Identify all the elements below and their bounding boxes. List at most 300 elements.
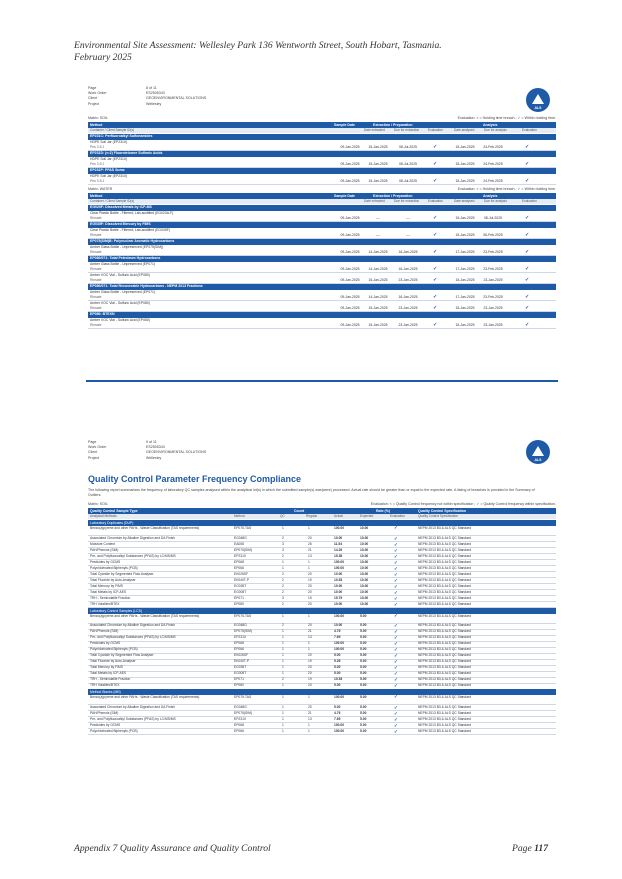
evaluation-ok-icon: ✓ — [394, 716, 398, 722]
actual-rate: 100.00 — [334, 559, 345, 564]
actual-rate: 14.29 — [334, 547, 343, 552]
regular-count: 19 — [308, 577, 312, 582]
method-section-title: EP231D: (n:2) Fluorotelomer Sulfonic Acids — [88, 151, 556, 157]
evaluation-ok-icon: ✓ — [394, 641, 398, 647]
page-divider — [86, 380, 558, 382]
method-code: EP075-TAS — [234, 613, 252, 618]
expected-rate: 5.00 — [360, 623, 367, 628]
due-for-analysis: 23-Feb-2025 — [483, 250, 503, 254]
evaluation-ok-icon: ✓ — [394, 595, 398, 601]
als-logo-text: ALS — [534, 458, 542, 462]
analytical-method: Polychlorinated Biphenyls (PCB) — [90, 647, 138, 652]
als-logo — [526, 440, 550, 464]
qc-count: 1 — [282, 671, 284, 676]
due-for-analysis: 24-Feb-2025 — [483, 162, 503, 166]
sample-date-col-header: Sample Date — [334, 194, 356, 198]
expected-rate: 5.00 — [360, 629, 367, 634]
due-for-analysis: 23-Jan-2025 — [483, 278, 503, 282]
actual-rate: 100.00 — [334, 647, 345, 652]
evaluation-ok-icon: ✓ — [394, 589, 398, 595]
evaluation-ok-icon: ✓ — [394, 623, 398, 629]
regular-count: 1 — [308, 722, 310, 727]
analytical-method: Pesticides by GCMS — [90, 641, 121, 646]
method-section-title: EP080: BTEXN — [88, 312, 556, 318]
date-analysed: 17-Jan-2025 — [455, 250, 475, 254]
regular-count: 21 — [308, 710, 312, 715]
count-col-header: Count — [294, 509, 305, 513]
evaluation-ok-icon: ✓ — [394, 647, 398, 653]
regular-count: 20 — [308, 571, 312, 576]
regular-count: 1 — [308, 695, 310, 700]
page-footer — [74, 843, 548, 854]
extraction-ok-icon: ✓ — [433, 294, 438, 300]
due-for-analysis: 23-Jan-2025 — [483, 323, 503, 327]
extraction-ok-icon: ✓ — [433, 144, 438, 150]
date-extracted: 15-Jan-2025 — [368, 306, 388, 310]
expected-rate: 5.00 — [360, 716, 367, 721]
regular-count: 20 — [308, 653, 312, 658]
method-code: EK026SF — [234, 653, 249, 658]
container-name: Amber Glass Bottle - Unpreserved (EP071) — [90, 290, 156, 294]
analysis-ok-icon: ✓ — [525, 305, 530, 311]
qc-specification: NEPM 2013 B3 & ALS QC Standard — [418, 623, 471, 628]
method-section-title: EP080/071: Total Petroleum Hydrocarbons — [88, 256, 556, 262]
qc-specification: NEPM 2013 B3 & ALS QC Standard — [418, 547, 471, 552]
sample-date: 09-Jan-2025 — [340, 216, 360, 220]
evaluation-ok-icon: ✓ — [394, 653, 398, 659]
extraction-ok-icon: ✓ — [433, 178, 438, 184]
method-section-title: EG035F: Dissolved Mercury by FIMS — [88, 222, 556, 228]
qc-specification: NEPM 2013 B3 & ALS QC Standard — [418, 641, 471, 646]
due-for-analysis: 23-Jan-2025 — [483, 306, 503, 310]
method-section-title: EP080/071: Total Recoverable Hydrocarbons - NEPM 2013 Fractions — [88, 284, 556, 290]
header-line-2: February 2025 — [74, 52, 132, 63]
analytical-method: TRH - Semivolatile Fraction — [90, 677, 131, 682]
evaluation-ok-icon: ✓ — [394, 710, 398, 716]
extraction-ok-icon: ✓ — [433, 232, 438, 238]
date-extracted: 15-Jan-2025 — [368, 162, 388, 166]
sample-date: 09-Jan-2025 — [340, 267, 360, 271]
date-extracted: 15-Jan-2025 — [368, 323, 388, 327]
qc-specification: NEPM 2013 B3 & ALS QC Standard — [418, 665, 471, 670]
container-name: Amber VOC Vial - Sulfuric Acid (EP080) — [90, 301, 150, 305]
report-meta — [88, 440, 206, 461]
meta-label: Project — [88, 101, 100, 106]
actual-rate: 100.00 — [334, 526, 345, 530]
analytical-method: Total Mercury by FIMS — [90, 665, 123, 670]
qc-specification: NEPM 2013 B3 & ALS QC Standard — [418, 677, 471, 682]
actual-rate: 15.38 — [334, 553, 343, 558]
actual-rate: 7.69 — [334, 716, 341, 721]
method-code: EP066 — [234, 728, 244, 733]
expected-rate: 5.00 — [360, 710, 367, 715]
qc-specification: NEPM 2013 B3 & ALS QC Standard — [418, 704, 471, 709]
qc-specification: NEPM 2013 B3 & ALS QC Standard — [418, 541, 471, 546]
qc-count: 1 — [282, 629, 284, 634]
date-analysed: 15-Jan-2025 — [455, 162, 475, 166]
evaluation-ok-icon: ✓ — [394, 704, 398, 710]
subheader-cell: Date extracted — [364, 199, 385, 203]
evaluation-ok-icon: ✓ — [394, 635, 398, 641]
qc-row — [88, 614, 556, 623]
container-name: Amber VOC Vial - Sulfuric Acid (EP080) — [90, 318, 150, 322]
evaluation-ok-icon: ✓ — [394, 565, 398, 571]
qc-count: 1 — [282, 659, 284, 664]
qc-count: 2 — [282, 577, 284, 582]
qc-count: 1 — [282, 565, 284, 570]
document-header — [74, 40, 574, 64]
regular-count: 1 — [308, 728, 310, 733]
evaluation-ok-icon: ✓ — [394, 683, 398, 689]
due-for-extraction: ---- — [405, 216, 411, 220]
subheader-cell: Due for analysis — [484, 199, 507, 203]
expected-rate: 5.00 — [360, 704, 367, 709]
regular-count: 13 — [308, 553, 312, 558]
evaluation-ok-icon: ✓ — [394, 525, 398, 530]
date-extracted: 15-Jan-2025 — [368, 278, 388, 282]
meta-value: Wellesley — [146, 101, 162, 106]
row-separator — [88, 328, 556, 329]
qc-specification: NEPM 2013 B3 & ALS QC Standard — [418, 629, 471, 634]
analytical-method: Benzo(a)pyrene and other PAHs - Waste Classification (TAS requirements) — [90, 526, 200, 530]
qc-specification: NEPM 2013 B3 & ALS QC Standard — [418, 695, 471, 700]
evaluation-ok-icon: ✓ — [394, 559, 398, 565]
evaluation-ok-icon: ✓ — [394, 541, 398, 547]
analysis-ok-icon: ✓ — [525, 322, 530, 328]
analytical-method: TRH Volatiles/BTEX — [90, 683, 120, 688]
sample-date: 09-Jan-2025 — [340, 295, 360, 299]
method-code: EP231X — [234, 716, 247, 721]
report-meta — [88, 86, 206, 107]
qc-specification: NEPM 2013 B3 & ALS QC Standard — [418, 595, 471, 600]
qc-count: 1 — [282, 613, 284, 618]
analytical-methods-col-header: Analytical Methods — [90, 514, 117, 518]
analysis-ok-icon: ✓ — [525, 277, 530, 283]
regular-count: 20 — [308, 601, 312, 606]
method-code: EG035T — [234, 583, 247, 588]
due-for-extraction: 23-Jan-2025 — [398, 323, 418, 327]
evaluation-ok-icon: ✓ — [394, 671, 398, 677]
expected-rate: 10.00 — [360, 583, 369, 588]
evaluation-ok-icon: ✓ — [394, 677, 398, 683]
footer-left: Appendix 7 Quality Assurance and Quality Control — [74, 843, 271, 854]
meta-value: 8 of 11 — [146, 86, 157, 90]
actual-rate: 100.00 — [334, 565, 345, 570]
analytical-method: Per- and Polyfluoroalkyl Substances (PFAS) by LC/MS/MS — [90, 716, 176, 721]
qc-count: 2 — [282, 535, 284, 540]
qc-count: 1 — [282, 728, 284, 733]
regular-count: 13 — [308, 716, 312, 721]
analytical-method: Polychlorinated Biphenyls (PCB) — [90, 728, 138, 733]
method-code: EP080 — [234, 601, 244, 606]
expected-rate: 5.00 — [360, 671, 367, 676]
method-code: EP075-TAS — [234, 695, 252, 700]
qc-specification: NEPM 2013 B3 & ALS QC Standard — [418, 613, 471, 618]
qc-count: 1 — [282, 716, 284, 721]
als-logo — [526, 88, 550, 112]
qc-specification: NEPM 2013 B3 & ALS QC Standard — [418, 635, 471, 640]
sample-date: 09-Jan-2025 — [340, 306, 360, 310]
analysis-ok-icon: ✓ — [525, 144, 530, 150]
expected-rate: 10.00 — [360, 553, 369, 558]
qc-specification: NEPM 2013 B3 & ALS QC Standard — [418, 535, 471, 540]
qc-count: 3 — [282, 547, 284, 552]
analytical-method: Total Fluoride by Auto-Analyser — [90, 577, 136, 582]
extraction-ok-icon: ✓ — [433, 322, 438, 328]
regular-count: 20 — [308, 589, 312, 594]
qc-specification: NEPM 2013 B3 & ALS QC Standard — [418, 728, 471, 733]
holding-time-page — [88, 86, 556, 369]
client-sample-id: Rinsate — [90, 277, 102, 282]
client-sample-id: Rinsate — [90, 322, 102, 327]
qc-title: Quality Control Parameter Frequency Compliance — [88, 474, 302, 484]
analytical-method: Total Fluoride by Auto-Analyser — [90, 659, 136, 664]
actual-rate: 10.00 — [334, 601, 343, 606]
qc-specification: NEPM 2013 B3 & ALS QC Standard — [418, 571, 471, 576]
date-extracted: ---- — [375, 216, 381, 220]
qc-specification: NEPM 2013 B3 & ALS QC Standard — [418, 710, 471, 715]
container-name: Clear Plastic Bottle - Filtered; Lab-acidified (EG020A-F) — [90, 211, 174, 215]
evaluation-ok-icon: ✓ — [394, 629, 398, 635]
analytical-method: Per- and Polyfluoroalkyl Substances (PFAS) by LC/MS/MS — [90, 635, 176, 640]
date-analysed: 15-Jan-2025 — [455, 306, 475, 310]
meta-label: Client — [88, 96, 98, 101]
date-analysed: 17-Jan-2025 — [455, 295, 475, 299]
subheader-cell: QC — [280, 514, 285, 518]
client-sample-id: Pes 3 8.1 — [90, 161, 105, 166]
qc-count: 1 — [282, 710, 284, 715]
due-for-analysis: 23-Feb-2025 — [483, 295, 503, 299]
evaluation-ok-icon: ✓ — [394, 665, 398, 671]
sample-date: 09-Jan-2025 — [340, 250, 360, 254]
qc-count: 2 — [282, 571, 284, 576]
actual-rate: 100.00 — [334, 695, 345, 700]
extraction-ok-icon: ✓ — [433, 266, 438, 272]
method-code: EP231X — [234, 635, 247, 640]
sample-date: 09-Jan-2025 — [340, 145, 360, 149]
rate-col-header: Rate (%) — [376, 509, 391, 513]
table-subheader — [88, 199, 556, 204]
actual-rate: 10.00 — [334, 589, 343, 594]
client-sample-id: Rinsate — [90, 294, 102, 299]
sample-date: 09-Jan-2025 — [340, 162, 360, 166]
evaluation-legend: Evaluation: × = Holding time breach ; ✓ = Within holding time. — [457, 116, 556, 120]
evaluation-legend: Evaluation: × = Holding time breach ; ✓ = Within holding time. — [457, 187, 556, 191]
evaluation-ok-icon: ✓ — [394, 571, 398, 577]
date-analysed: 15-Jan-2025 — [455, 216, 475, 220]
method-code: EP080 — [234, 683, 244, 688]
qc-specification: NEPM 2013 B3 & ALS QC Standard — [418, 559, 471, 564]
footer-page-number: 117 — [534, 843, 548, 854]
due-for-extraction: ---- — [405, 233, 411, 237]
row-separator — [88, 734, 556, 735]
qc-count: 2 — [282, 583, 284, 588]
evaluation-ok-icon: ✓ — [394, 547, 398, 553]
expected-rate: 5.00 — [360, 722, 367, 727]
actual-rate: 5.00 — [334, 704, 341, 709]
method-code: EK026SF — [234, 571, 249, 576]
qc-specification: NEPM 2013 B3 & ALS QC Standard — [418, 653, 471, 658]
footer-page — [512, 843, 548, 854]
qc-specification: NEPM 2013 B3 & ALS QC Standard — [418, 659, 471, 664]
expected-rate: 5.00 — [360, 635, 367, 640]
meta-value: ES2505343 — [146, 91, 165, 96]
matrix-label: Matrix: SOIL — [88, 502, 108, 506]
actual-rate: 7.69 — [334, 635, 341, 640]
header-line-1: Environmental Site Assessment: Wellesley Park 136 Wentworth Street, South Hobart, Tasmania. — [74, 40, 442, 51]
meta-label: Page — [88, 86, 97, 90]
evaluation-ok-icon: ✓ — [394, 694, 398, 700]
subheader-cell: Evaluation — [390, 514, 405, 518]
actual-rate: 100.00 — [334, 722, 345, 727]
regular-count: 26 — [308, 541, 312, 546]
method-code: EP075(SIM) — [234, 547, 252, 552]
client-sample-id: Pes 3 8.1 — [90, 144, 105, 149]
analysis-ok-icon: ✓ — [525, 266, 530, 272]
analysis-ok-icon: ✓ — [525, 249, 530, 255]
meta-label: Project — [88, 455, 100, 460]
analytical-method: Per- and Polyfluoroalkyl Substances (PFAS) by LC/MS/MS — [90, 553, 176, 558]
subheader-cell: Expected — [360, 514, 374, 518]
actual-rate: 4.76 — [334, 710, 341, 715]
analytical-method: Pesticides by GCMS — [90, 559, 121, 564]
analytical-method: Pesticides by GCMS — [90, 722, 121, 727]
actual-rate: 10.00 — [334, 583, 343, 588]
date-analysed: 15-Jan-2025 — [455, 145, 475, 149]
qc-count: 1 — [282, 653, 284, 658]
qc-count: 1 — [282, 665, 284, 670]
method-code: EG048G — [234, 535, 247, 540]
regular-count: 1 — [308, 613, 310, 618]
analytical-method: Polychlorinated Biphenyls (PCB) — [90, 565, 138, 570]
qc-count: 1 — [282, 704, 284, 709]
expected-rate: 10.00 — [360, 565, 369, 570]
meta-value: ES2505343 — [146, 445, 165, 450]
due-for-extraction: 16-Jan-2025 — [398, 295, 418, 299]
evaluation-ok-icon: ✓ — [394, 722, 398, 728]
method-code: EP075-TAS — [234, 526, 252, 530]
container-name: HDPE Soil Jar (EP231X) — [90, 174, 128, 178]
client-sample-id: Rinsate — [90, 249, 102, 254]
due-for-extraction: 08-Jul-2025 — [399, 145, 417, 149]
expected-rate: 5.00 — [360, 683, 367, 688]
qc-specification: NEPM 2013 B3 & ALS QC Standard — [418, 683, 471, 688]
regular-count: 1 — [308, 559, 310, 564]
analysis-col-header: Analysis — [483, 194, 498, 198]
meta-value: GEOENVIRONMENTAL SOLUTIONS — [146, 450, 207, 455]
expected-rate: 5.00 — [360, 728, 367, 733]
footer-page-label: Page — [512, 843, 532, 854]
regular-count: 20 — [308, 535, 312, 540]
meta-value: Wellesley — [146, 455, 162, 460]
qc-type-col-header: Quality Control Sample Type — [90, 509, 138, 513]
method-code: EP075(SIM) — [234, 629, 252, 634]
regular-count: 20 — [308, 665, 312, 670]
analytical-method: Total Metals by ICP-AES — [90, 589, 127, 594]
subheader-cell: Method — [234, 514, 245, 518]
container-col-header: Container / Client Sample ID(s) — [90, 199, 135, 203]
evaluation-ok-icon: ✓ — [394, 728, 398, 734]
qc-group-title: Laboratory Control Samples (LCS) — [88, 608, 556, 614]
actual-rate: 5.00 — [334, 653, 341, 658]
actual-rate: 100.00 — [334, 641, 345, 646]
analysis-ok-icon: ✓ — [525, 215, 530, 221]
date-extracted: 14-Jan-2025 — [368, 250, 388, 254]
analysis-ok-icon: ✓ — [525, 294, 530, 300]
sample-date: 09-Jan-2025 — [340, 179, 360, 183]
qc-count: 2 — [282, 601, 284, 606]
method-code: EG048G — [234, 704, 247, 709]
method-code: EP068 — [234, 559, 244, 564]
actual-rate: 100.00 — [334, 728, 345, 733]
qc-specification: NEPM 2013 B3 & ALS QC Standard — [418, 722, 471, 727]
expected-rate: 5.00 — [360, 695, 367, 700]
meta-label: Page — [88, 440, 97, 444]
due-for-analysis: 24-Feb-2025 — [483, 179, 503, 183]
analytical-method: Total Cyanide by Segmented Flow Analyser — [90, 653, 154, 658]
method-code: EP068 — [234, 641, 244, 646]
subheader-cell: Actual — [334, 514, 343, 518]
matrix-label: Matrix: WATER — [88, 187, 113, 191]
expected-rate: 10.00 — [360, 535, 369, 540]
method-section-title: EG020F: Dissolved Metals by ICP-MS — [88, 205, 556, 211]
date-analysed: 15-Jan-2025 — [455, 233, 475, 237]
sample-date: 09-Jan-2025 — [340, 233, 360, 237]
container-name: Amber Glass Bottle - Unpreserved (EP075(SIM)) — [90, 245, 164, 249]
qc-intro: The following report summarises the frequency of laboratory QC samples analysed within the analytical lot(s) in which the submitted sample(s) was(were) processed. Actual rate should be greater than or equal to the expected rate. A listing of breaches is provided in the Summary of Outliers. — [88, 488, 535, 497]
method-code: EG005T — [234, 671, 247, 676]
qc-specification: NEPM 2013 B3 & ALS QC Standard — [418, 565, 471, 570]
date-extracted: 15-Jan-2025 — [368, 179, 388, 183]
regular-count: 1 — [308, 647, 310, 652]
expected-rate: 10.00 — [360, 526, 369, 530]
analysis-ok-icon: ✓ — [525, 161, 530, 167]
qc-count: 1 — [282, 695, 284, 700]
analytical-method: Total Metals by ICP-AES — [90, 671, 127, 676]
analytical-method: PAH/Phenols (SIM) — [90, 710, 119, 715]
expected-rate: 5.00 — [360, 659, 367, 664]
date-analysed: 15-Jan-2025 — [455, 278, 475, 282]
date-extracted: ---- — [375, 233, 381, 237]
method-col-header: Method — [90, 194, 103, 198]
meta-value: GEOENVIRONMENTAL SOLUTIONS — [146, 96, 207, 101]
qc-specification: NEPM 2013 B3 & ALS QC Standard — [418, 553, 471, 558]
regular-count: 21 — [308, 629, 312, 634]
qc-specification: NEPM 2013 B3 & ALS QC Standard — [418, 647, 471, 652]
matrix-label: Matrix: SOIL — [88, 116, 108, 120]
due-for-extraction: 08-Jul-2025 — [399, 179, 417, 183]
regular-count: 1 — [308, 641, 310, 646]
qc-count: 2 — [282, 589, 284, 594]
sample-date: 09-Jan-2025 — [340, 278, 360, 282]
expected-rate: 5.00 — [360, 641, 367, 646]
qc-frequency-page — [88, 440, 556, 822]
due-for-analysis: 23-Feb-2025 — [483, 267, 503, 271]
container-name: HDPE Soil Jar (EP231X) — [90, 140, 128, 144]
method-code: EP075(SIM) — [234, 710, 252, 715]
analytical-method: PAH/Phenols (SIM) — [90, 629, 119, 634]
regular-count: 20 — [308, 623, 312, 628]
spec-col-header: Quality Control Specification — [418, 509, 467, 513]
als-logo-triangle-icon — [532, 94, 544, 104]
client-sample-id: Rinsate — [90, 232, 102, 237]
expected-rate: 10.00 — [360, 571, 369, 576]
qc-specification: NEPM 2013 B3 & ALS QC Standard — [418, 601, 471, 606]
qc-count: 1 — [282, 722, 284, 727]
subheader-cell: Evaluation — [428, 128, 443, 132]
due-for-extraction: 23-Jan-2025 — [398, 306, 418, 310]
qc-row — [88, 526, 556, 535]
